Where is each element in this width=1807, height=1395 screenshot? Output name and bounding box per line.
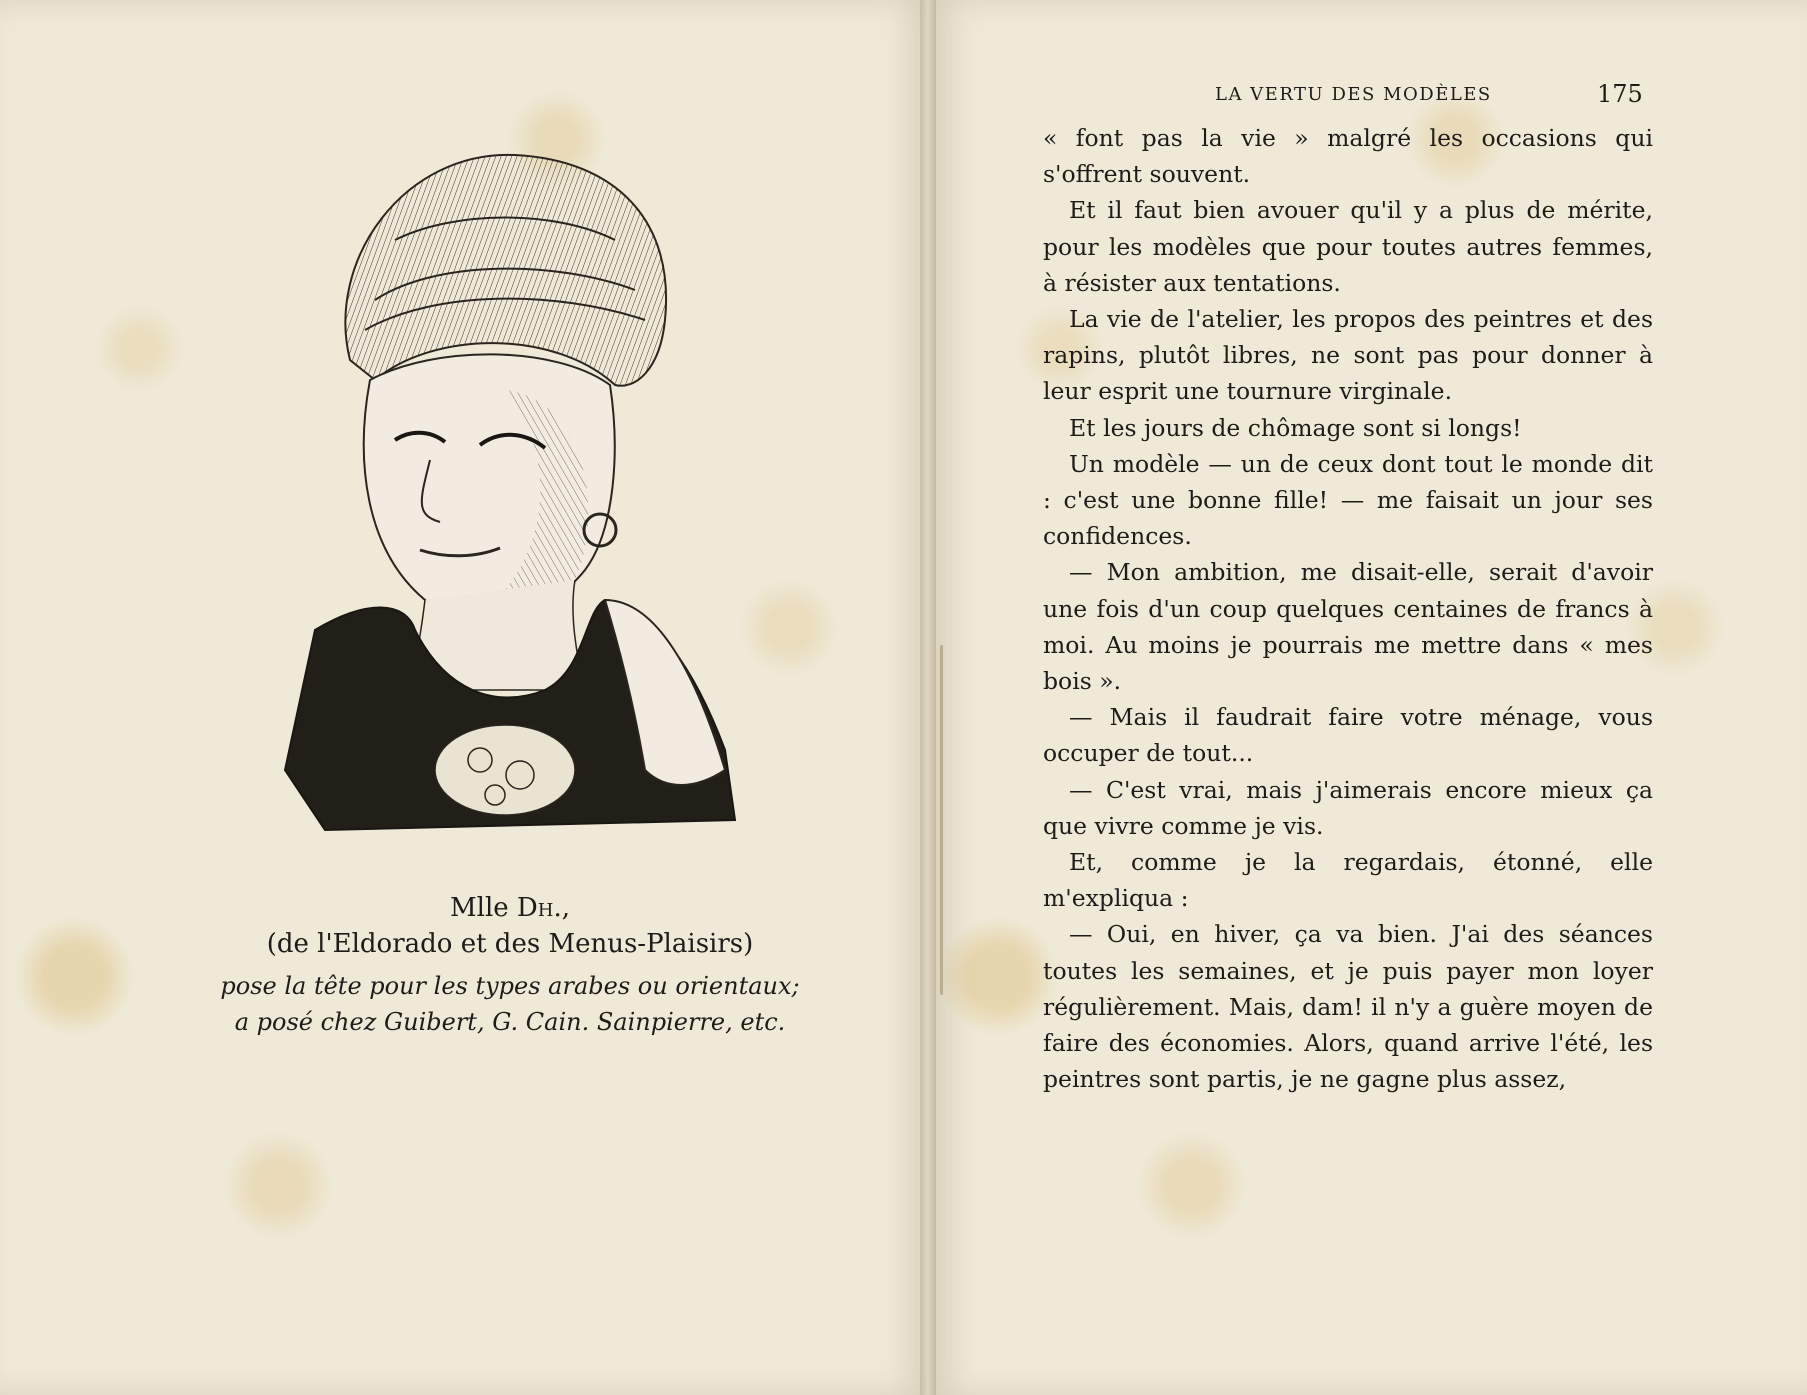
paragraph: La vie de l'atelier, les propos des peintres et des rapins, plutôt libres, ne sont pas pour donner à leur esprit une tournure virginale.: [1043, 305, 1653, 406]
caption-description: [150, 968, 870, 1040]
paragraph: — Mais il faudrait faire votre ménage, vous occuper de tout...: [1043, 703, 1653, 768]
caption-venue: (de l'Eldorado et des Menus-Plaisirs): [266, 929, 754, 959]
paragraph: Et les jours de chômage sont si longs!: [1069, 413, 1522, 442]
caption-line-2: a posé chez Guibert, G. Cain. Sainpierre, etc.: [234, 1008, 786, 1036]
caption-name: Mlle Dh.,: [450, 893, 570, 923]
binding-thread: [940, 645, 943, 995]
paragraph: Et il faut bien avouer qu'il y a plus de mérite, pour les modèles que pour toutes autres femmes, à résister aux tentations.: [1043, 196, 1653, 297]
paragraph: — Mon ambition, me disait-elle, serait d'avoir une fois d'un coup quelques centaines de francs à moi. Au moins je pourrais me mettre dans « mes bois ».: [1043, 558, 1653, 696]
caption-line-1: pose la tête pour les types arabes ou orientaux;: [220, 972, 800, 1000]
paragraph: — C'est vrai, mais j'aimerais encore mieux ça que vivre comme je vis.: [1043, 775, 1653, 840]
portrait-caption: [150, 890, 870, 1040]
book-gutter: [920, 0, 936, 1395]
running-head: LA VERTU DES MODÈLES: [1215, 84, 1492, 105]
body-text: [1043, 120, 1653, 1097]
paragraph: Et, comme je la regardais, étonné, elle m'expliqua :: [1043, 848, 1653, 913]
page-number: 175: [1597, 80, 1643, 108]
paragraph: « font pas la vie » malgré les occasions qui s'offrent souvent.: [1043, 124, 1653, 189]
paragraph: Un modèle — un de ceux dont tout le monde dit : c'est une bonne fille! — me faisait un jour ses confidences.: [1043, 449, 1653, 551]
paragraph: — Oui, en hiver, ça va bien. J'ai des séances toutes les semaines, et je puis payer mon loyer régulièrement. Mais, dam! il n'y a guère moyen de faire des économies. Alors, quand arrive l'été, les peintres sont partis, je ne gagne plus assez,: [1043, 920, 1653, 1094]
portrait-engraving: [255, 130, 745, 850]
